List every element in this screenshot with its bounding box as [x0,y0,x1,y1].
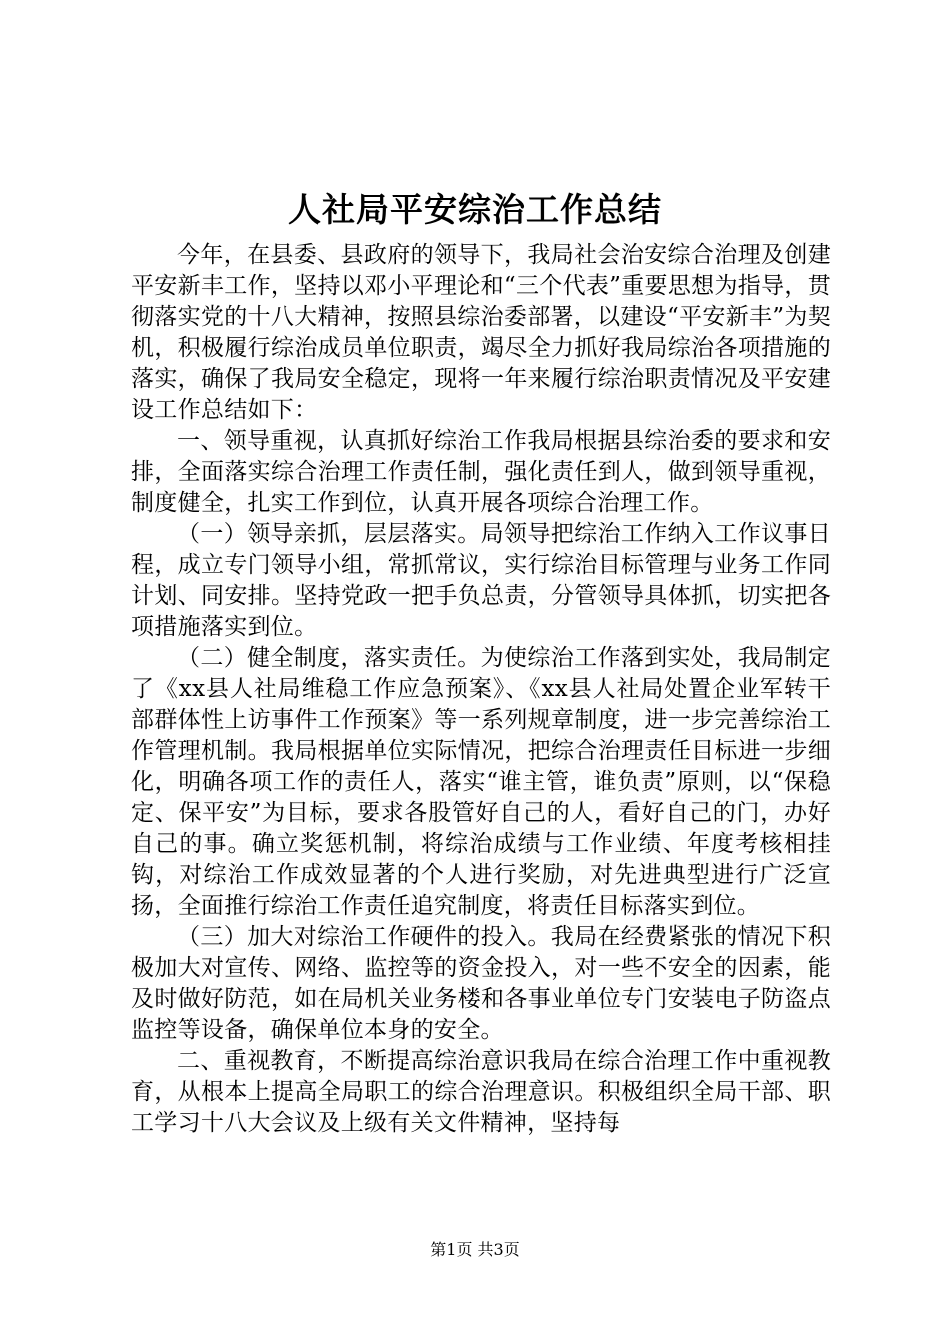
paragraph-intro: 今年，在县委、县政府的领导下，我局社会治安综合治理及创建平安新丰工作，坚持以邓小平理论和“三个代表”重要思想为指导，贯彻落实党的十八大精神，按照县综治委部署，以建设“平安新丰”为契机，积极履行综治成员单位职责，竭尽全力抓好我局综治各项措施的落实，确保了我局安全稳定，现将一年来履行综治职责情况及平安建设工作总结如下： [131,242,831,423]
document-body [131,240,831,1139]
paragraph-section-2: 二、重视教育，不断提高综治意识我局在综合治理工作中重视教育，从根本上提高全局职工的综合治理意识。积极组织全局干部、职工学习十八大会议及上级有关文件精神，坚持每 [131,1048,831,1136]
document-title: 人社局平安综治工作总结 [288,190,662,229]
paragraph-subsection-2: （二）健全制度，落实责任。为使综治工作落到实处，我局制定了《xx县人社局维稳工作应急预案》、《xx县人社局处置企业军转干部群体性上访事件工作预案》等一系列规章制度，进一步完善综治工作管理机制。我局根据单位实际情况，把综合治理责任目标进一步细化，明确各项工作的责任人，落实“谁主管，谁负责”原则，以“保稳定、保平安”为目标，要求各股管好自己的人，看好自己的门，办好自己的事。确立奖惩机制，将综治成绩与工作业绩、年度考核相挂钩，对综治工作成效显著的个人进行奖励，对先进典型进行广泛宣扬，全面推行综治工作责任追究制度，将责任目标落实到位。 [131,645,831,919]
paragraph-subsection-3: （三）加大对综治工作硬件的投入。我局在经费紧张的情况下积极加大对宣传、网络、监控等的资金投入，对一些不安全的因素，能及时做好防范，如在局机关业务楼和各事业单位专门安装电子防盗点监控等设备，确保单位本身的安全。 [131,924,831,1043]
paragraph-section-1: 一、领导重视，认真抓好综治工作我局根据县综治委的要求和安排，全面落实综合治理工作责任制，强化责任到人，做到领导重视，制度健全，扎实工作到位，认真开展各项综合治理工作。 [131,428,831,516]
page-number-footer: 第1页 共3页 [430,1240,520,1259]
paragraph-subsection-1: （一）领导亲抓，层层落实。局领导把综治工作纳入工作议事日程，成立专门领导小组，常抓常议，实行综治目标管理与业务工作同计划、同安排。坚持党政一把手负总责，分管领导具体抓，切实把各项措施落实到位。 [131,521,831,640]
